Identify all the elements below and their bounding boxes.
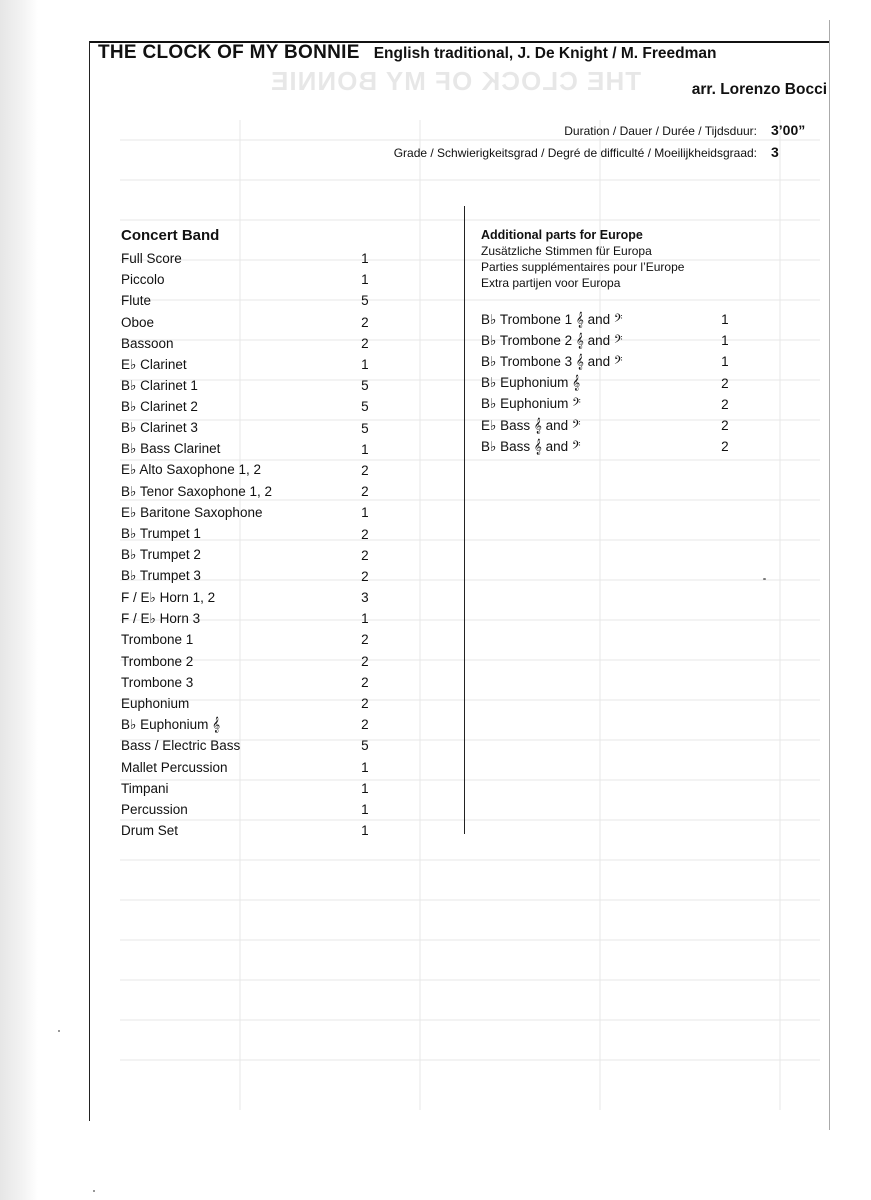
part-quantity: 1 [361, 251, 369, 267]
part-row [121, 608, 381, 629]
grade-value: 3 [771, 144, 779, 160]
additional-parts-dutch: Extra partijen voor Europa [481, 276, 621, 290]
part-name: B♭ Euphonium 𝄢 [481, 396, 581, 412]
part-row [121, 290, 381, 311]
part-name: Euphonium [121, 696, 190, 712]
additional-parts-german: Zusätzliche Stimmen für Europa [481, 244, 652, 258]
part-quantity: 5 [361, 378, 369, 394]
part-row [121, 523, 381, 544]
part-row [121, 333, 381, 354]
bleed-through-title: THE CLOCK OF MY BONNIE [270, 66, 642, 96]
part-name: Trombone 2 [121, 653, 194, 669]
part-name: Timpani [121, 780, 169, 796]
part-quantity: 1 [361, 357, 369, 373]
grade-label: Grade / Schwierigkeitsgrad / Degré de difficulté / Moeilijkheidsgraad: [393, 146, 757, 160]
part-name: B♭ Clarinet 2 [121, 398, 198, 414]
part-quantity: 2 [361, 335, 369, 351]
part-name: E♭ Bass 𝄞 and 𝄢 [481, 417, 581, 433]
column-divider [464, 206, 465, 834]
part-quantity: 2 [361, 314, 369, 330]
part-name: Bass / Electric Bass [121, 738, 241, 754]
part-quantity: 2 [721, 439, 729, 455]
part-quantity: 2 [721, 418, 729, 434]
part-quantity: 5 [361, 399, 369, 415]
part-name: E♭ Baritone Saxophone [121, 504, 263, 520]
part-name: F / E♭ Horn 1, 2 [121, 589, 216, 605]
part-quantity: 1 [721, 312, 729, 328]
part-row [121, 714, 381, 735]
part-row [121, 757, 381, 778]
part-row [121, 735, 381, 756]
page-right-rule [829, 20, 830, 1130]
part-name: Trombone 3 [121, 674, 194, 690]
part-quantity: 2 [721, 375, 729, 391]
part-name: Trombone 1 [121, 632, 194, 648]
part-row [481, 351, 741, 372]
part-name: B♭ Tenor Saxophone 1, 2 [121, 483, 272, 499]
part-row [121, 799, 381, 820]
composer-credit: English traditional, J. De Knight / M. Freedman [373, 45, 717, 62]
part-name: Drum Set [121, 823, 179, 839]
part-quantity: 1 [361, 823, 369, 839]
part-name: Flute [121, 293, 152, 309]
part-name: Oboe [121, 314, 155, 330]
part-quantity: 3 [361, 590, 369, 606]
left-rule [89, 41, 90, 1121]
part-row [121, 820, 381, 841]
part-name: B♭ Bass 𝄞 and 𝄢 [481, 438, 581, 454]
part-quantity: 2 [361, 696, 369, 712]
part-quantity: 1 [361, 441, 369, 457]
part-row [121, 460, 381, 481]
part-quantity: 1 [361, 611, 369, 627]
part-row [481, 394, 741, 415]
part-row [481, 373, 741, 394]
part-row [481, 330, 741, 351]
duration-line [564, 122, 827, 138]
title-row [98, 42, 828, 70]
part-name: Piccolo [121, 272, 165, 288]
part-quantity: 2 [721, 396, 729, 412]
part-row [121, 269, 381, 290]
concert-band-heading: Concert Band [121, 227, 220, 244]
part-row [121, 545, 381, 566]
part-name: Percussion [121, 801, 188, 817]
part-quantity: 1 [721, 354, 729, 370]
part-row [481, 415, 741, 436]
part-row [121, 481, 381, 502]
part-name: E♭ Alto Saxophone 1, 2 [121, 462, 261, 478]
part-name: B♭ Trombone 2 𝄞 and 𝄢 [481, 332, 623, 348]
part-quantity: 2 [361, 632, 369, 648]
part-name: B♭ Trumpet 3 [121, 568, 201, 584]
part-row [121, 629, 381, 650]
part-name: Mallet Percussion [121, 759, 228, 775]
paper-speck [93, 1190, 95, 1192]
part-quantity: 2 [361, 653, 369, 669]
part-name: Bassoon [121, 335, 174, 351]
part-name: B♭ Trumpet 2 [121, 547, 201, 563]
part-row [121, 248, 381, 269]
part-quantity: 1 [361, 780, 369, 796]
part-quantity: 2 [361, 568, 369, 584]
part-quantity: 2 [361, 526, 369, 542]
part-row [121, 439, 381, 460]
part-row [121, 693, 381, 714]
duration-label: Duration / Dauer / Durée / Tijdsduur: [564, 124, 757, 138]
part-quantity: 1 [361, 272, 369, 288]
piece-title: THE CLOCK OF MY BONNIE [98, 42, 360, 63]
part-name: Full Score [121, 251, 182, 267]
part-quantity: 5 [361, 738, 369, 754]
part-row [121, 587, 381, 608]
part-row [121, 312, 381, 333]
part-name: B♭ Euphonium 𝄞 [481, 375, 581, 391]
additional-parts-french: Parties supplémentaires pour l’Europe [481, 260, 685, 274]
part-name: B♭ Clarinet 3 [121, 420, 198, 436]
part-quantity: 2 [361, 484, 369, 500]
part-row [481, 309, 741, 330]
part-row [481, 436, 741, 457]
part-quantity: 5 [361, 420, 369, 436]
part-name: B♭ Trumpet 1 [121, 526, 201, 542]
part-name: B♭ Trombone 3 𝄞 and 𝄢 [481, 353, 623, 369]
part-quantity: 2 [361, 462, 369, 478]
concert-band-parts-list [121, 248, 381, 841]
part-row [121, 502, 381, 523]
part-name: B♭ Bass Clarinet [121, 441, 221, 457]
additional-parts-heading: Additional parts for Europe [481, 228, 643, 242]
part-row [121, 396, 381, 417]
part-row [121, 566, 381, 587]
part-row [121, 672, 381, 693]
part-row [121, 418, 381, 439]
part-row [121, 375, 381, 396]
part-quantity: 5 [361, 293, 369, 309]
part-quantity: 1 [361, 759, 369, 775]
arranger-credit: arr. Lorenzo Bocci [691, 81, 827, 98]
part-name: B♭ Clarinet 1 [121, 377, 198, 393]
part-quantity: 1 [361, 801, 369, 817]
part-quantity: 1 [361, 505, 369, 521]
part-name: B♭ Trombone 1 𝄞 and 𝄢 [481, 311, 623, 327]
part-row [121, 651, 381, 672]
part-name: E♭ Clarinet [121, 356, 187, 372]
paper-speck [58, 1030, 60, 1032]
part-name: F / E♭ Horn 3 [121, 610, 201, 626]
part-quantity: 2 [361, 674, 369, 690]
grade-line [394, 144, 827, 160]
page-edge-shadow [0, 0, 38, 1200]
part-row [121, 778, 381, 799]
part-quantity: 2 [361, 717, 369, 733]
additional-parts-list [481, 309, 741, 457]
paper-speck [763, 578, 766, 580]
part-quantity: 1 [721, 333, 729, 349]
part-name: B♭ Euphonium 𝄞 [121, 716, 221, 732]
duration-value: 3’00” [771, 122, 806, 138]
part-row [121, 354, 381, 375]
part-quantity: 2 [361, 547, 369, 563]
